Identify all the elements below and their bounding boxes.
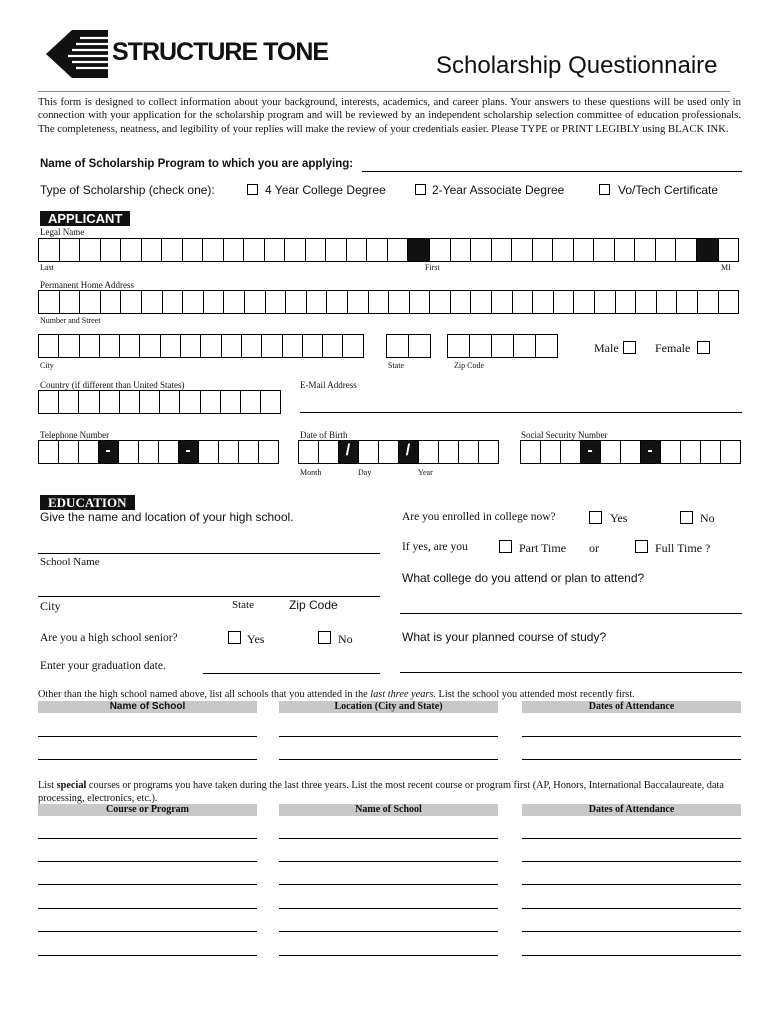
other-schools-instruction [38, 689, 635, 700]
checkbox-female[interactable] [697, 341, 710, 354]
permanent-address-label: Permanent Home Address [40, 280, 134, 290]
state-boxes[interactable] [386, 334, 431, 358]
grad-date-line[interactable] [203, 673, 380, 674]
telephone-label: Telephone Number [40, 430, 110, 440]
or-label: or [589, 541, 599, 555]
school-city-label: City [40, 599, 61, 613]
title-rule [38, 91, 730, 92]
special-dates-line[interactable] [522, 955, 741, 956]
header-special-dates: Dates of Attendance [522, 804, 741, 816]
full-time-label: Full Time ? [655, 541, 711, 555]
school-state-label: State [232, 599, 254, 611]
special-emphasis: special [56, 780, 87, 791]
school-city-line[interactable] [38, 596, 380, 597]
header-course-program: Course or Program [38, 804, 257, 816]
checkbox-enrolled-yes[interactable] [589, 511, 602, 524]
city-label: City [40, 361, 54, 370]
other-schools-text-1: Other than the high school named above, list all schools that you attended in the [38, 689, 371, 700]
address-boxes[interactable] [38, 290, 739, 314]
checkbox-male[interactable] [623, 341, 636, 354]
last-name-label: Last [40, 263, 54, 272]
special-courses-instruction [38, 779, 738, 805]
college-line[interactable] [400, 613, 742, 614]
special-text-1: List [38, 780, 57, 791]
header-name-of-school: Name of School [38, 701, 257, 713]
day-label: Day [358, 468, 372, 477]
ssn-dash-2: - [647, 442, 653, 459]
dob-slash-2: / [405, 442, 411, 459]
special-dates-line[interactable] [522, 861, 741, 862]
program-line[interactable] [362, 171, 742, 172]
header-location: Location (City and State) [279, 701, 498, 713]
ssn-label: Social Security Number [521, 430, 608, 440]
email-line[interactable] [300, 412, 742, 413]
legal-name-label: Legal Name [40, 227, 85, 237]
checkbox-part-time[interactable] [499, 540, 512, 553]
special-school-line[interactable] [279, 838, 498, 839]
program-label: Name of Scholarship Program to which you are applying: [40, 158, 354, 170]
checkbox-full-time[interactable] [635, 540, 648, 553]
telephone-dash-1: - [105, 442, 111, 459]
checkbox-senior-yes[interactable] [228, 631, 241, 644]
form-title: Scholarship Questionnaire [436, 52, 718, 79]
checkbox-enrolled-no[interactable] [680, 511, 693, 524]
other-schools-text-2: List the school you attended most recently first. [435, 689, 635, 700]
special-course-line[interactable] [38, 861, 257, 862]
header-special-school: Name of School [279, 804, 498, 816]
school-name-line[interactable] [38, 553, 380, 554]
course-line[interactable] [400, 672, 742, 673]
option-2year: 2-Year Associate Degree [432, 183, 565, 197]
enrolled-no-label: No [700, 511, 715, 525]
option-4year: 4 Year College Degree [265, 183, 386, 197]
part-time-label: Part Time [519, 541, 567, 555]
special-dates-line[interactable] [522, 838, 741, 839]
other-schools-emphasis: last three years. [370, 689, 436, 700]
ssn-boxes[interactable] [520, 440, 741, 464]
special-course-line[interactable] [38, 838, 257, 839]
checkbox-2year[interactable] [415, 184, 426, 195]
special-text-2: courses or programs you have taken during the last three years. List the most recent course or program first (AP, Honors, International Baccalaureate, data processing, electronics, etc.). [38, 780, 724, 804]
special-course-line[interactable] [38, 955, 257, 956]
city-boxes[interactable] [38, 334, 364, 358]
other-school-line[interactable] [38, 736, 257, 737]
telephone-dash-2: - [185, 442, 191, 459]
email-label: E-Mail Address [300, 380, 357, 390]
female-label: Female [655, 341, 691, 355]
special-dates-line[interactable] [522, 931, 741, 932]
special-dates-line[interactable] [522, 884, 741, 885]
enrolled-yes-label: Yes [610, 511, 628, 525]
zip-label: Zip Code [454, 361, 484, 370]
grad-date-label: Enter your graduation date. [40, 660, 166, 672]
special-course-line[interactable] [38, 908, 257, 909]
course-question: What is your planned course of study? [402, 630, 607, 644]
intro-paragraph: This form is designed to collect information about your background, interests, academics, and career plans. Your answers to these questions will be used only in connection with your application for the scholarship program and will be reviewed by an independent scholarship selection committee of education professionals. The completeness, neatness, and legibility of your replies will make the review of your credentials easier. Please TYPE or PRINT LEGIBLY using BLACK INK. [38, 96, 741, 135]
other-dates-line[interactable] [522, 759, 741, 760]
telephone-boxes[interactable] [38, 440, 279, 464]
checkbox-senior-no[interactable] [318, 631, 331, 644]
country-label: Country (if different than United States) [40, 380, 185, 390]
other-school-line[interactable] [38, 759, 257, 760]
mi-label: MI [721, 263, 731, 272]
special-school-line[interactable] [279, 931, 498, 932]
country-boxes[interactable] [38, 390, 281, 414]
other-location-line[interactable] [279, 759, 498, 760]
senior-yes-label: Yes [247, 632, 265, 646]
if-yes-label: If yes, are you [402, 541, 468, 553]
other-location-line[interactable] [279, 736, 498, 737]
number-street-label: Number and Street [40, 316, 101, 325]
state-label: State [388, 361, 404, 370]
header-dates-attendance: Dates of Attendance [522, 701, 741, 713]
company-logo [46, 30, 110, 78]
senior-question: Are you a high school senior? [40, 632, 178, 644]
first-name-label: First [425, 263, 440, 272]
other-dates-line[interactable] [522, 736, 741, 737]
option-votech: Vo/Tech Certificate [618, 183, 719, 197]
special-dates-line[interactable] [522, 908, 741, 909]
checkbox-votech[interactable] [599, 184, 610, 195]
month-label: Month [300, 468, 322, 477]
special-course-line[interactable] [38, 931, 257, 932]
male-label: Male [594, 341, 619, 355]
education-section-label: EDUCATION [40, 495, 135, 510]
legal-name-boxes[interactable] [38, 238, 739, 262]
school-name-label: School Name [40, 556, 100, 568]
dob-label: Date of Birth [300, 430, 348, 440]
applicant-section-label: APPLICANT [40, 211, 130, 226]
special-school-line[interactable] [279, 861, 498, 862]
high-school-prompt: Give the name and location of your high school. [40, 510, 294, 524]
logo-mark-icon [46, 30, 110, 78]
special-course-line[interactable] [38, 884, 257, 885]
special-school-line[interactable] [279, 955, 498, 956]
zip-boxes[interactable] [447, 334, 558, 358]
special-school-line[interactable] [279, 884, 498, 885]
senior-no-label: No [338, 632, 353, 646]
dob-slash-1: / [345, 442, 351, 459]
college-question: What college do you attend or plan to attend? [402, 571, 645, 585]
ssn-dash-1: - [587, 442, 593, 459]
year-label: Year [418, 468, 433, 477]
scholarship-type-label: Type of Scholarship (check one): [40, 183, 215, 197]
checkbox-4year[interactable] [247, 184, 258, 195]
enrolled-question: Are you enrolled in college now? [402, 511, 556, 523]
school-zip-label: Zip Code [289, 598, 338, 612]
special-school-line[interactable] [279, 908, 498, 909]
logo-text: STRUCTURE TONE [112, 38, 329, 66]
